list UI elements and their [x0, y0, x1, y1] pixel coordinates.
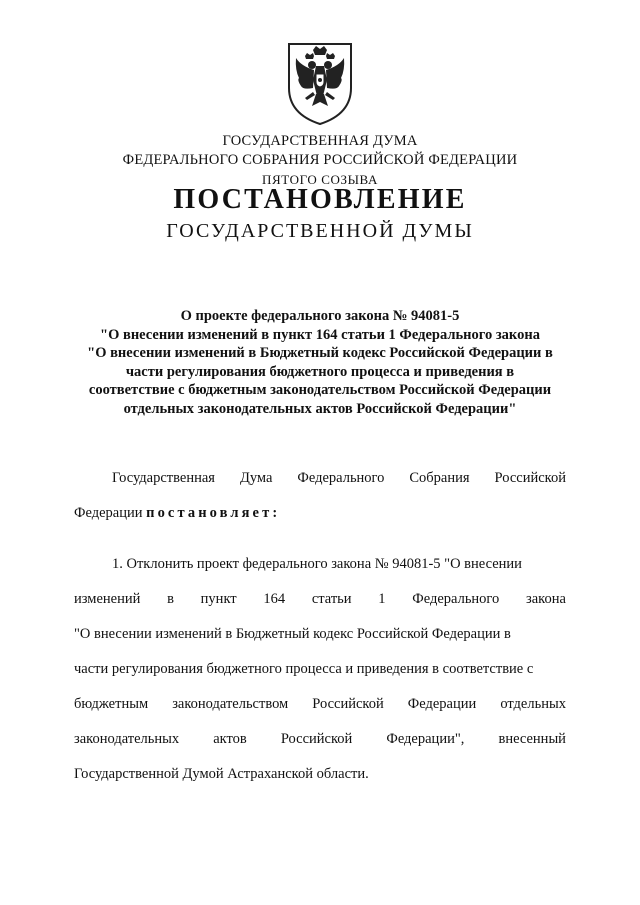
preamble-paragraph — [74, 461, 566, 531]
subject-line-2: "О внесении изменений в пункт 164 статьи 1 Федерального закона — [100, 326, 540, 343]
item1-word: Российской — [312, 696, 384, 712]
item1-word: в — [167, 591, 174, 607]
item1-word: пункт — [200, 591, 237, 607]
item1-word: законодательных — [74, 731, 180, 747]
item1-line-1: 1. Отклонить проект федерального закона № 94081-5 "О внесении — [112, 556, 522, 572]
subject-line-4: части регулирования бюджетного процесса и приведения в — [125, 363, 515, 380]
item1-word: внесенный — [498, 731, 566, 747]
item1-word: изменений — [74, 591, 141, 607]
document-title: ПОСТАНОВЛЕНИЕ — [173, 184, 467, 215]
header-line-3: ПЯТОГО СОЗЫВА — [262, 172, 378, 187]
item1-word: 1 — [378, 591, 386, 607]
preamble-word: Дума — [239, 470, 273, 486]
preamble-start: Федерации — [74, 505, 147, 521]
subject-line-3: "О внесении изменений в Бюджетный кодекс Российской Федерации в — [87, 345, 553, 361]
coat-of-arms-emblem — [283, 36, 357, 128]
preamble-word: Российской — [494, 470, 566, 486]
preamble-word: Федерального — [297, 470, 385, 486]
item1-line-3: "О внесении изменений в Бюджетный кодекс Российской Федерации в — [74, 626, 511, 642]
item1-word: законодательством — [172, 696, 289, 712]
item1-line-7: Государственной Думой Астраханской области. — [74, 766, 369, 782]
item1-line-5 — [74, 687, 566, 722]
item1-word: бюджетным — [74, 696, 149, 712]
resolution-subject — [66, 307, 574, 418]
resolves-keyword: постановляет: — [146, 505, 281, 521]
item1-line-2 — [74, 582, 566, 617]
item1-word: актов — [213, 731, 247, 747]
item1-word: отдельных — [500, 696, 566, 712]
header-line-2: ФЕДЕРАЛЬНОГО СОБРАНИЯ РОССИЙСКОЙ ФЕДЕРАЦИИ — [122, 152, 518, 168]
item1-word: Федерации — [407, 696, 477, 712]
item1-word: Российской — [280, 731, 353, 747]
organization-header — [60, 132, 580, 189]
preamble-line-1 — [74, 461, 566, 496]
subject-line-1: О проекте федерального закона № 94081-5 — [180, 308, 460, 324]
item1-word: закона — [526, 591, 566, 607]
preamble-word: Собрания — [409, 470, 470, 486]
document-subtitle: ГОСУДАРСТВЕННОЙ ДУМЫ — [166, 220, 474, 242]
item1-line-6 — [74, 722, 566, 757]
item1-word: Федерального — [412, 591, 500, 607]
item1-word: статьи — [311, 591, 352, 607]
item1-line-4: части регулирования бюджетного процесса и приведения в соответствие с — [74, 661, 534, 677]
subject-line-6: отдельных законодательных актов Российской Федерации" — [123, 400, 517, 417]
header-line-1: ГОСУДАРСТВЕННАЯ ДУМА — [222, 133, 418, 149]
item1-word: Федерации", — [386, 731, 465, 747]
item-1-paragraph — [74, 547, 566, 792]
item1-word: 164 — [263, 591, 286, 607]
subject-line-5: соответствие с бюджетным законодательством Российской Федерации — [88, 382, 552, 398]
preamble-line-2 — [74, 496, 566, 531]
preamble-word: Государственная — [112, 470, 215, 486]
